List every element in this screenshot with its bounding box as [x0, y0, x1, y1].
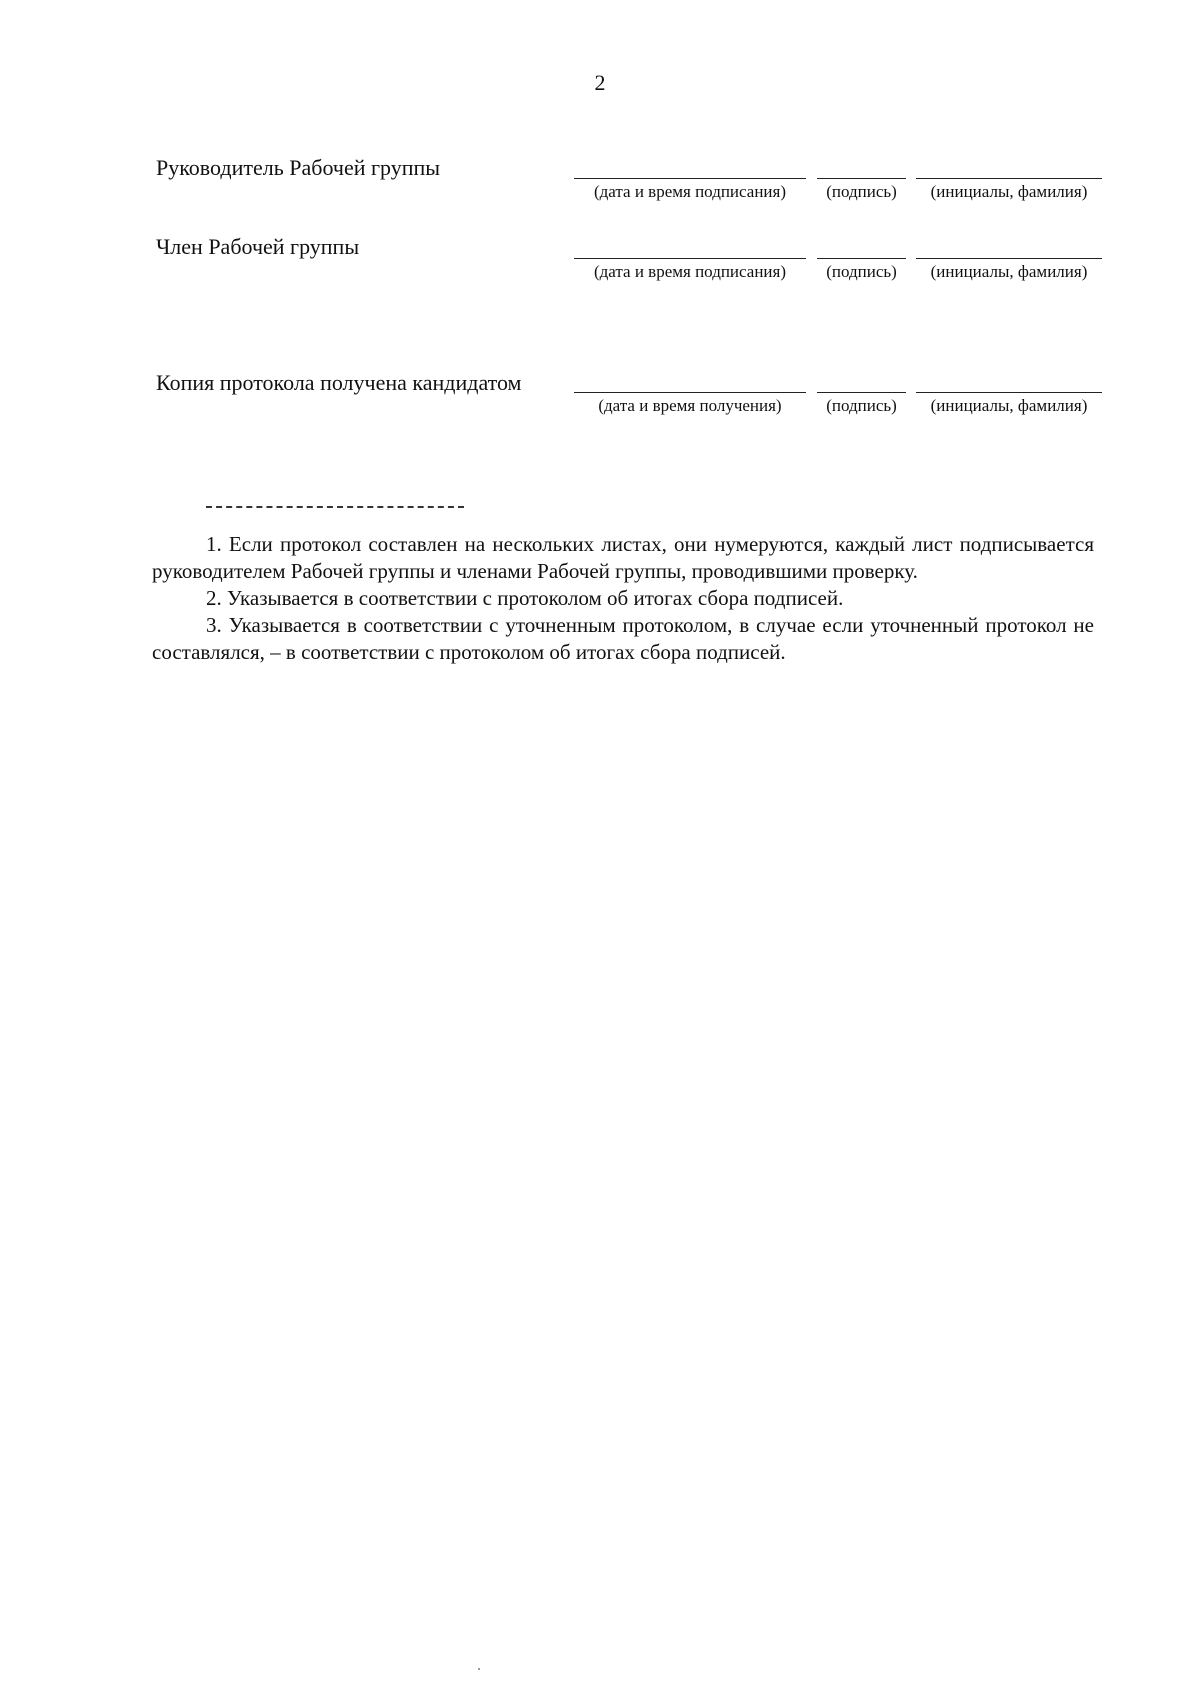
- date-time-line: [574, 178, 806, 179]
- page-number: 2: [594, 70, 606, 95]
- signature-line: [817, 258, 906, 259]
- signature-caption: (подпись): [826, 182, 897, 201]
- name-line: [916, 392, 1102, 393]
- signature-line: [817, 392, 906, 393]
- date-time-caption: (дата и время подписания): [593, 182, 787, 201]
- name-caption: (инициалы, фамилия): [930, 396, 1088, 415]
- name-line: [916, 258, 1102, 259]
- date-time-line: [574, 258, 806, 259]
- date-time-caption: (дата и время получения): [598, 396, 782, 415]
- signature-line: [817, 178, 906, 179]
- scan-speck: [478, 1668, 480, 1670]
- footnotes: [152, 531, 1094, 666]
- name-caption: (инициалы, фамилия): [930, 262, 1088, 281]
- date-time-line: [574, 392, 806, 393]
- footnote-item: 2. Указывается в соответствии с протоколом об итогах сбора подписей.: [206, 586, 844, 610]
- signature-block-head: [156, 155, 1106, 225]
- signature-block-candidate: [156, 370, 1106, 440]
- name-line: [916, 178, 1102, 179]
- footnote-item: 1. Если протокол составлен на нескольких листах, они нумеруются, каждый лист подписывается руководителем Рабочей группы и членами Рабочей группы, проводившими проверку.: [152, 532, 1094, 583]
- signature-label: Член Рабочей группы: [156, 234, 360, 259]
- footnote-item: 3. Указывается в соответствии с уточненным протоколом, в случае если уточненный протокол не составлялся, – в соответствии с протоколом об итогах сбора подписей.: [152, 613, 1094, 664]
- signature-block-member: [156, 234, 1106, 304]
- signature-caption: (подпись): [826, 262, 897, 281]
- date-time-caption: (дата и время подписания): [593, 262, 787, 281]
- footnote-separator: [206, 506, 464, 508]
- signature-caption: (подпись): [826, 396, 897, 415]
- signature-label: Руководитель Рабочей группы: [156, 155, 441, 180]
- name-caption: (инициалы, фамилия): [930, 182, 1088, 201]
- signature-label: Копия протокола получена кандидатом: [156, 370, 522, 395]
